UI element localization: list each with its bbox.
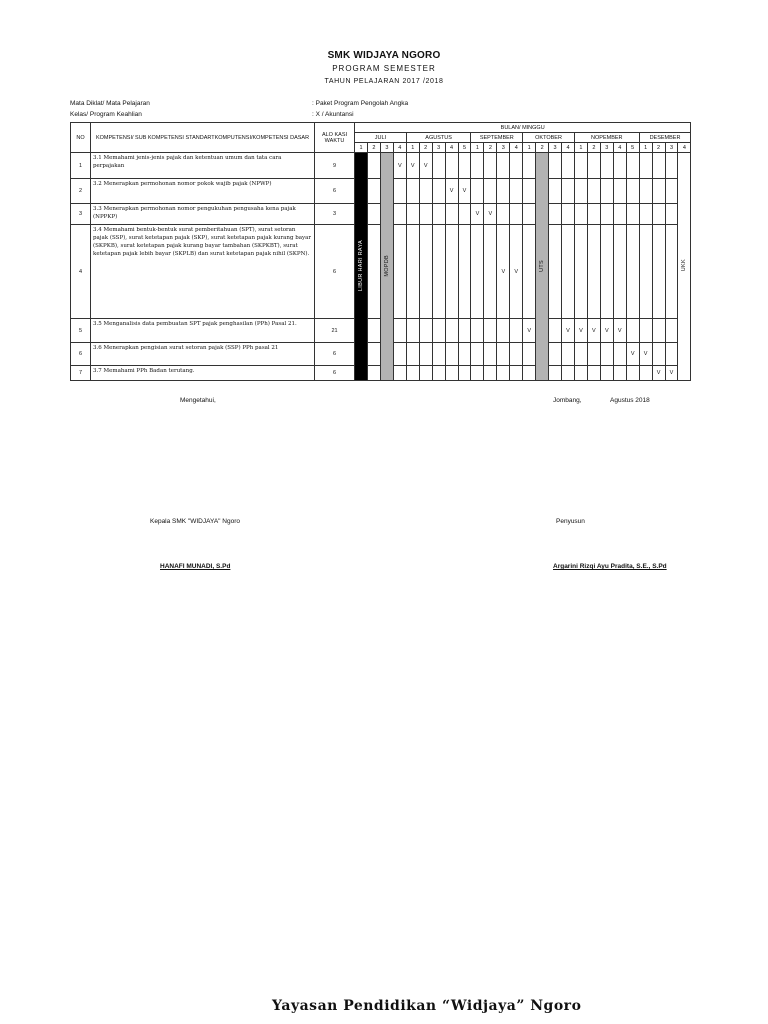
empty-week-cell	[600, 153, 613, 179]
empty-week-cell	[419, 366, 432, 381]
time-allocation: 6	[315, 225, 355, 319]
empty-week-cell	[562, 204, 575, 225]
schedule-mark: V	[613, 319, 626, 343]
week-number-cell: 5	[626, 143, 639, 153]
competency-text: 3.6 Menerapkan pengisian surat setoran pajak (SSP) PPh pasal 21	[91, 343, 315, 366]
empty-week-cell	[600, 366, 613, 381]
week-number-cell: 4	[613, 143, 626, 153]
week-number-cell: 3	[600, 143, 613, 153]
empty-week-cell	[445, 225, 458, 319]
schedule-mark: V	[406, 153, 419, 179]
time-allocation: 3	[315, 204, 355, 225]
schedule-mark: V	[419, 153, 432, 179]
empty-week-cell	[406, 319, 419, 343]
empty-week-cell	[393, 319, 406, 343]
row-number: 5	[71, 319, 91, 343]
empty-week-cell	[652, 343, 665, 366]
empty-week-cell	[471, 179, 484, 204]
empty-week-cell	[549, 319, 562, 343]
schedule-mark: V	[574, 319, 587, 343]
empty-week-cell	[406, 225, 419, 319]
empty-week-cell	[497, 204, 510, 225]
empty-week-cell	[432, 319, 445, 343]
empty-week-cell	[367, 204, 380, 225]
empty-week-cell	[471, 225, 484, 319]
empty-week-cell	[574, 225, 587, 319]
schedule-mark: V	[445, 179, 458, 204]
empty-week-cell	[639, 153, 652, 179]
week-number-cell: 1	[471, 143, 484, 153]
empty-week-cell	[419, 179, 432, 204]
empty-week-cell	[587, 204, 600, 225]
special-column-label: UTS	[539, 259, 546, 272]
week-number-cell: 2	[484, 143, 497, 153]
empty-week-cell	[471, 343, 484, 366]
empty-week-cell	[523, 153, 536, 179]
col-header-time-allocation: ALO KASI WAKTU	[315, 123, 355, 153]
empty-week-cell	[613, 153, 626, 179]
empty-week-cell	[406, 204, 419, 225]
schedule-mark: V	[484, 204, 497, 225]
empty-week-cell	[626, 204, 639, 225]
row-number: 7	[71, 366, 91, 381]
sign-date: Agustus 2018	[610, 397, 650, 404]
mengetahui-label: Mengetahui,	[180, 397, 216, 404]
empty-week-cell	[445, 343, 458, 366]
competency-text: 3.7 Memahami PPh Badan terutang.	[91, 366, 315, 381]
empty-week-cell	[574, 204, 587, 225]
week-number-cell: 4	[510, 143, 523, 153]
week-number-cell: 3	[432, 143, 445, 153]
empty-week-cell	[458, 366, 471, 381]
empty-week-cell	[639, 366, 652, 381]
class-value: : X / Akuntansi	[312, 111, 354, 118]
empty-week-cell	[471, 153, 484, 179]
empty-week-cell	[600, 204, 613, 225]
schedule-mark: V	[510, 225, 523, 319]
schedule-mark: V	[626, 343, 639, 366]
empty-week-cell	[484, 225, 497, 319]
empty-week-cell	[497, 319, 510, 343]
empty-week-cell	[613, 343, 626, 366]
time-allocation: 21	[315, 319, 355, 343]
empty-week-cell	[471, 319, 484, 343]
table-row	[71, 153, 691, 179]
empty-week-cell	[613, 225, 626, 319]
empty-week-cell	[419, 204, 432, 225]
week-number-cell: 4	[393, 143, 406, 153]
empty-week-cell	[393, 366, 406, 381]
week-number-cell: 2	[587, 143, 600, 153]
month-header: DESEMBER	[639, 133, 691, 143]
special-column-label: UKK	[681, 259, 688, 272]
empty-week-cell	[484, 179, 497, 204]
col-header-month-week: BULAN/ MINGGU	[355, 123, 691, 133]
empty-week-cell	[549, 204, 562, 225]
row-number: 2	[71, 179, 91, 204]
empty-week-cell	[574, 366, 587, 381]
empty-week-cell	[523, 179, 536, 204]
empty-week-cell	[458, 343, 471, 366]
document-title: PROGRAM SEMESTER	[332, 64, 436, 73]
week-number-cell: 1	[639, 143, 652, 153]
empty-week-cell	[652, 225, 665, 319]
empty-week-cell	[562, 366, 575, 381]
empty-week-cell	[639, 204, 652, 225]
empty-week-cell	[626, 225, 639, 319]
sign-place: Jombang,	[553, 397, 582, 404]
empty-week-cell	[510, 343, 523, 366]
week-number-cell: 2	[367, 143, 380, 153]
week-number-cell: 1	[355, 143, 368, 153]
competency-text: 3.4 Memahami bentuk-bentuk surat pemberitahuan (SPT), surat setoran pajak (SSP), surat ketetapan pajak (SKP), surat ketetapan pajak kurang bayar (SKPKB), surat ketetapan pajak kurang bayar tambahan (SKPKBT), surat ketetapan pajak lebih bayar (SKPLB) dan surat ketetapan pajak nihil (SKPN).	[91, 225, 315, 319]
empty-week-cell	[639, 225, 652, 319]
special-column-mopdb	[380, 153, 393, 381]
empty-week-cell	[458, 153, 471, 179]
row-number: 1	[71, 153, 91, 179]
row-number: 4	[71, 225, 91, 319]
empty-week-cell	[665, 153, 678, 179]
week-number-cell: 4	[678, 143, 691, 153]
empty-week-cell	[432, 343, 445, 366]
empty-week-cell	[587, 225, 600, 319]
month-header: NOPEMBER	[574, 133, 639, 143]
empty-week-cell	[393, 343, 406, 366]
empty-week-cell	[432, 204, 445, 225]
empty-week-cell	[432, 366, 445, 381]
headmaster-label: Kepala SMK "WIDJAYA" Ngoro	[150, 518, 240, 525]
empty-week-cell	[613, 179, 626, 204]
time-allocation: 6	[315, 366, 355, 381]
empty-week-cell	[600, 343, 613, 366]
month-header: AGUSTUS	[406, 133, 471, 143]
empty-week-cell	[600, 225, 613, 319]
empty-week-cell	[665, 225, 678, 319]
empty-week-cell	[367, 153, 380, 179]
empty-week-cell	[549, 225, 562, 319]
empty-week-cell	[549, 179, 562, 204]
time-allocation: 6	[315, 343, 355, 366]
col-header-no: NO	[71, 123, 91, 153]
time-allocation: 9	[315, 153, 355, 179]
semester-schedule-table	[70, 122, 691, 381]
row-number: 3	[71, 204, 91, 225]
empty-week-cell	[419, 225, 432, 319]
empty-week-cell	[652, 153, 665, 179]
empty-week-cell	[445, 153, 458, 179]
empty-week-cell	[458, 319, 471, 343]
empty-week-cell	[626, 319, 639, 343]
empty-week-cell	[523, 225, 536, 319]
week-number-cell: 3	[380, 143, 393, 153]
schedule-mark: V	[471, 204, 484, 225]
subject-value: : Paket Program Pengolah Angka	[312, 100, 409, 107]
special-column-label: MOPDB	[383, 254, 390, 277]
empty-week-cell	[432, 179, 445, 204]
month-header: OKTOBER	[523, 133, 575, 143]
empty-week-cell	[497, 153, 510, 179]
empty-week-cell	[549, 366, 562, 381]
empty-week-cell	[574, 153, 587, 179]
empty-week-cell	[613, 204, 626, 225]
subject-label: Mata Diklat/ Mata Pelajaran	[70, 100, 150, 107]
empty-week-cell	[393, 179, 406, 204]
empty-week-cell	[445, 204, 458, 225]
special-column-uts	[536, 153, 549, 381]
competency-text: 3.2 Menerapkan permohonan nomor pokok wajib pajak (NPWP)	[91, 179, 315, 204]
week-number-cell: 3	[497, 143, 510, 153]
week-number-cell: 1	[523, 143, 536, 153]
empty-week-cell	[510, 179, 523, 204]
row-number: 6	[71, 343, 91, 366]
schedule-mark: V	[652, 366, 665, 381]
month-header: JULI	[355, 133, 407, 143]
empty-week-cell	[445, 319, 458, 343]
empty-week-cell	[562, 225, 575, 319]
empty-week-cell	[497, 366, 510, 381]
empty-week-cell	[419, 319, 432, 343]
foundation-banner: Yayasan Pendidikan “Widjaya” Ngoro	[272, 998, 582, 1014]
empty-week-cell	[484, 153, 497, 179]
empty-week-cell	[484, 319, 497, 343]
empty-week-cell	[510, 319, 523, 343]
empty-week-cell	[652, 179, 665, 204]
empty-week-cell	[613, 366, 626, 381]
empty-week-cell	[367, 319, 380, 343]
schedule-mark: V	[562, 319, 575, 343]
empty-week-cell	[523, 366, 536, 381]
schedule-mark: V	[523, 319, 536, 343]
empty-week-cell	[523, 204, 536, 225]
academic-year: TAHUN PELAJARAN 2017 /2018	[324, 78, 444, 85]
week-number-cell: 4	[445, 143, 458, 153]
week-number-cell: 1	[574, 143, 587, 153]
empty-week-cell	[458, 204, 471, 225]
empty-week-cell	[549, 153, 562, 179]
empty-week-cell	[367, 343, 380, 366]
empty-week-cell	[562, 153, 575, 179]
special-column-ukk	[678, 153, 691, 381]
class-label: Kelas/ Program Keahlian	[70, 111, 142, 118]
empty-week-cell	[665, 179, 678, 204]
schedule-mark: V	[665, 366, 678, 381]
empty-week-cell	[510, 366, 523, 381]
empty-week-cell	[406, 343, 419, 366]
week-number-cell: 1	[406, 143, 419, 153]
schedule-mark: V	[393, 153, 406, 179]
week-number-cell: 5	[458, 143, 471, 153]
schedule-mark: V	[600, 319, 613, 343]
competency-text: 3.1 Memahami jenis-jenis pajak dan ketentuan umum dan tata cara perpajakan	[91, 153, 315, 179]
empty-week-cell	[626, 179, 639, 204]
week-number-cell: 2	[419, 143, 432, 153]
special-column-libur-hari-raya	[355, 153, 368, 381]
time-allocation: 6	[315, 179, 355, 204]
week-number-cell: 3	[665, 143, 678, 153]
schedule-mark: V	[497, 225, 510, 319]
empty-week-cell	[497, 179, 510, 204]
headmaster-name: HANAFI MUNADI, S.Pd	[160, 563, 231, 570]
empty-week-cell	[367, 366, 380, 381]
empty-week-cell	[510, 204, 523, 225]
empty-week-cell	[510, 153, 523, 179]
empty-week-cell	[549, 343, 562, 366]
empty-week-cell	[406, 179, 419, 204]
empty-week-cell	[393, 204, 406, 225]
competency-text: 3.5 Menganalisis data pembuatan SPT pajak penghasilan (PPh) Pasal 21.	[91, 319, 315, 343]
empty-week-cell	[367, 179, 380, 204]
schedule-mark: V	[639, 343, 652, 366]
empty-week-cell	[419, 343, 432, 366]
empty-week-cell	[562, 343, 575, 366]
empty-week-cell	[406, 366, 419, 381]
empty-week-cell	[445, 366, 458, 381]
week-number-cell: 2	[652, 143, 665, 153]
empty-week-cell	[652, 319, 665, 343]
month-header: SEPTEMBER	[471, 133, 523, 143]
empty-week-cell	[574, 179, 587, 204]
empty-week-cell	[458, 225, 471, 319]
empty-week-cell	[523, 343, 536, 366]
empty-week-cell	[562, 179, 575, 204]
empty-week-cell	[626, 366, 639, 381]
empty-week-cell	[587, 366, 600, 381]
empty-week-cell	[652, 204, 665, 225]
week-number-cell: 2	[536, 143, 549, 153]
empty-week-cell	[587, 153, 600, 179]
empty-week-cell	[471, 366, 484, 381]
empty-week-cell	[432, 153, 445, 179]
week-number-cell: 3	[549, 143, 562, 153]
special-column-label: LIBUR HARI RAYA	[357, 239, 364, 292]
empty-week-cell	[665, 204, 678, 225]
empty-week-cell	[393, 225, 406, 319]
empty-week-cell	[665, 343, 678, 366]
empty-week-cell	[587, 179, 600, 204]
col-header-competency: KOMPETENSI/ SUB KOMPETENSI STANDARTKOMPUTENSI/KOMPETENSI DASAR	[91, 123, 315, 153]
competency-text: 3.3 Menerapkan permohonan nomor pengukuhan pengusaha kena pajak (NPPKP)	[91, 204, 315, 225]
compiler-label: Penyusun	[556, 518, 585, 525]
empty-week-cell	[600, 179, 613, 204]
empty-week-cell	[665, 319, 678, 343]
schedule-mark: V	[458, 179, 471, 204]
empty-week-cell	[432, 225, 445, 319]
empty-week-cell	[626, 153, 639, 179]
empty-week-cell	[587, 343, 600, 366]
empty-week-cell	[484, 343, 497, 366]
week-number-cell: 4	[562, 143, 575, 153]
school-name: SMK WIDJAYA NGORO	[327, 50, 441, 61]
empty-week-cell	[574, 343, 587, 366]
schedule-mark: V	[587, 319, 600, 343]
empty-week-cell	[497, 343, 510, 366]
empty-week-cell	[639, 179, 652, 204]
empty-week-cell	[639, 319, 652, 343]
compiler-name: Argarini Rizqi Ayu Pradita, S.E., S.Pd	[553, 563, 667, 570]
empty-week-cell	[367, 225, 380, 319]
empty-week-cell	[484, 366, 497, 381]
